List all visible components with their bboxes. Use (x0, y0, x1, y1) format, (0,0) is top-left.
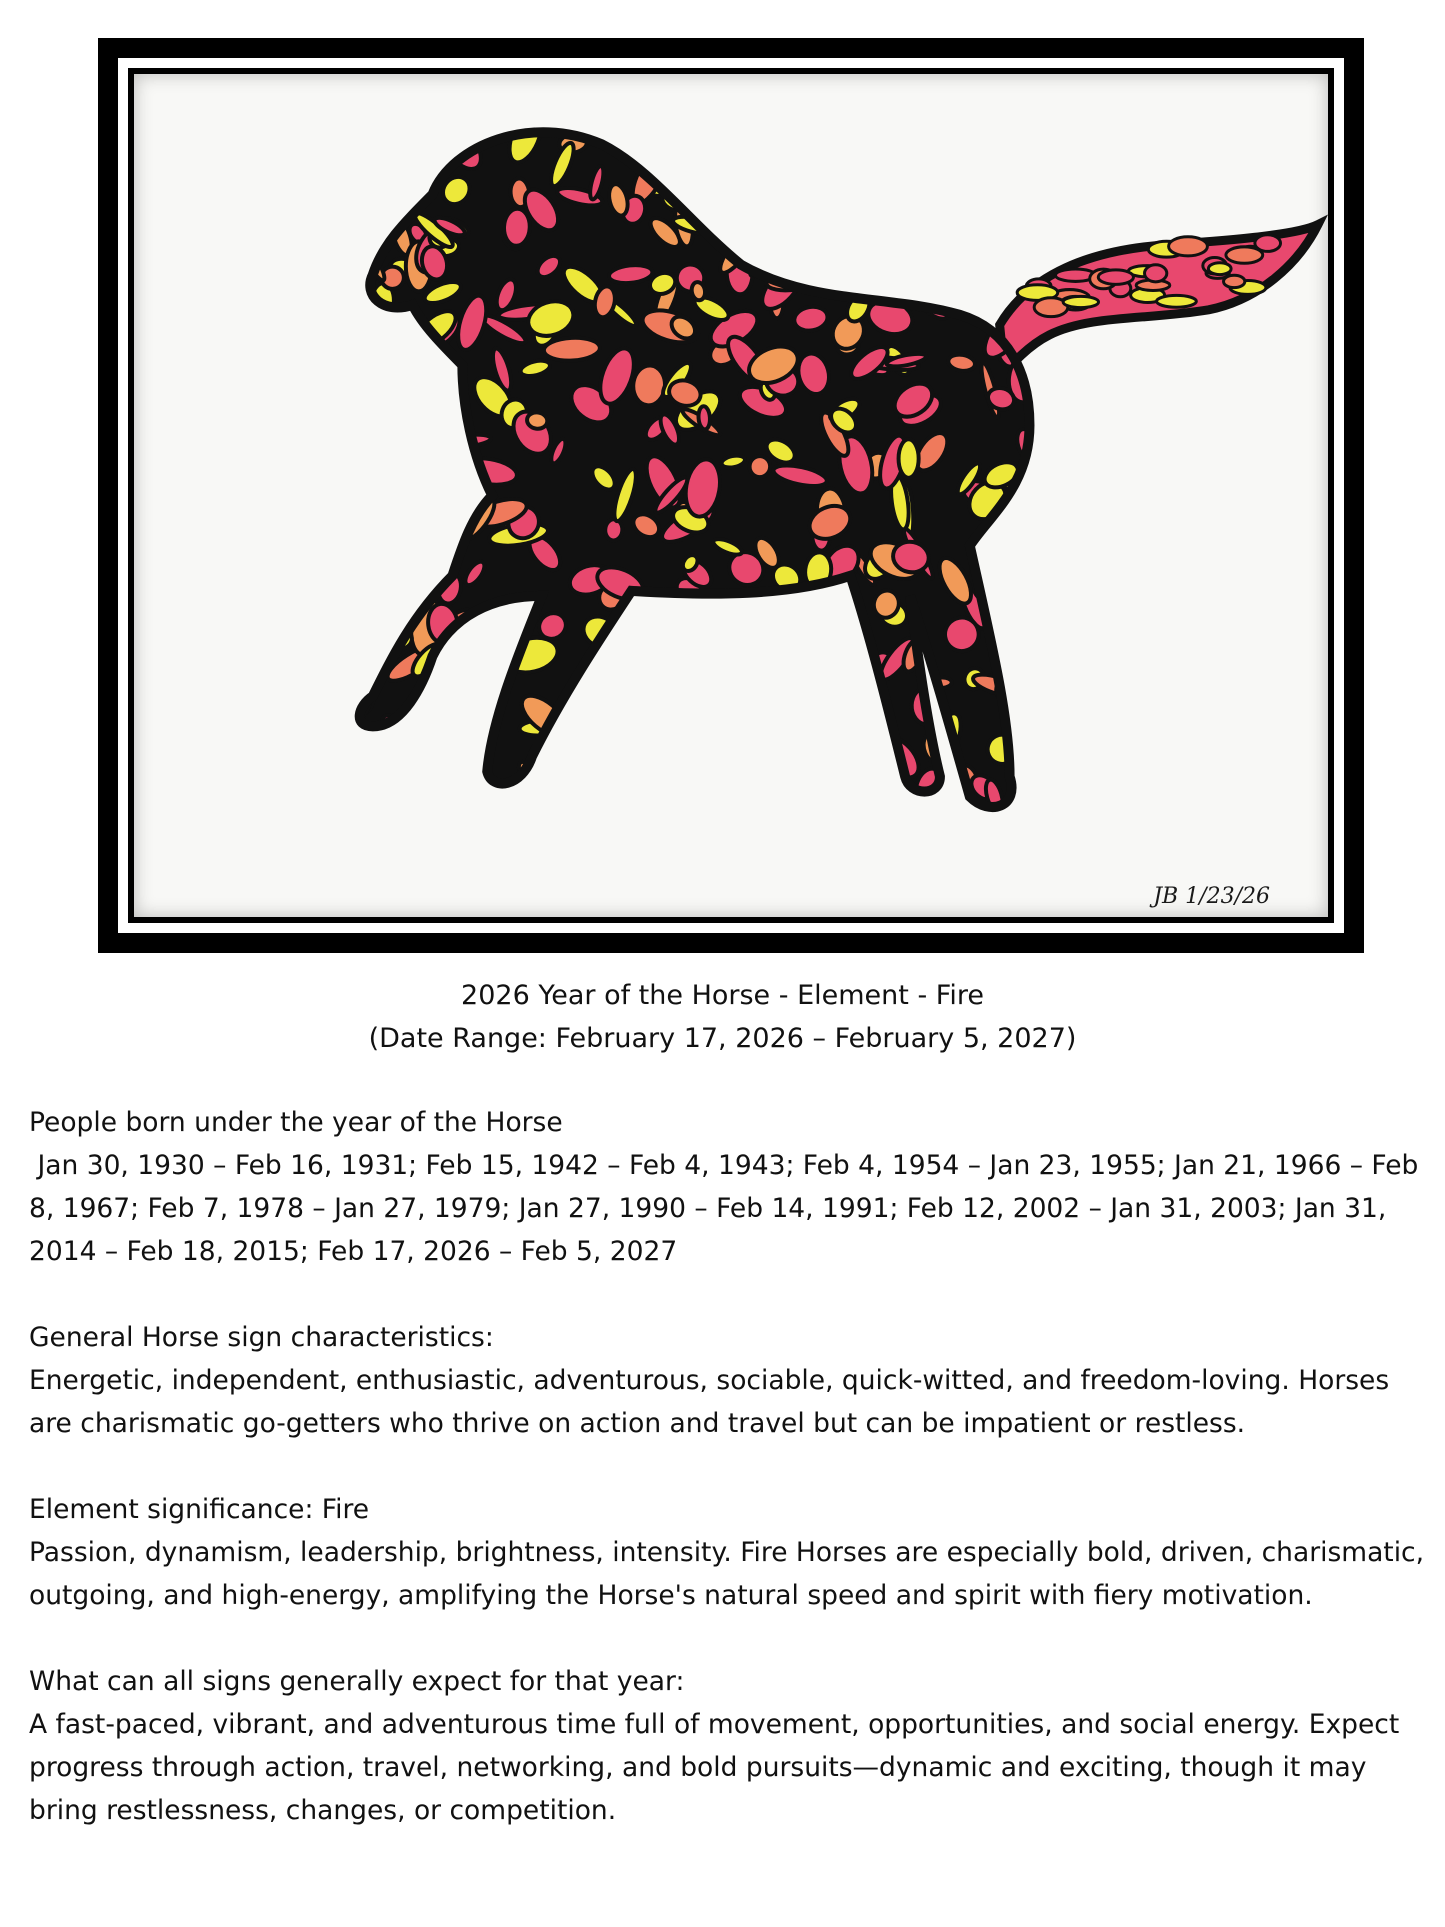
horse-pattern-blob (383, 190, 409, 209)
horse-pattern-blob (598, 760, 623, 787)
horse-pattern-blob (711, 195, 740, 219)
horse-pattern-blob (350, 532, 376, 559)
horse-pattern-blob (324, 781, 366, 822)
horse-pattern-blob (641, 761, 686, 774)
horse-pattern-blob (415, 421, 429, 440)
horse-pattern-blob (746, 698, 803, 732)
horse-pattern-blob (955, 188, 1006, 223)
horse-pattern-blob (400, 417, 414, 451)
horse-pattern-blob (693, 795, 728, 836)
horse-pattern-blob (361, 735, 416, 786)
horse-pattern-blob (690, 281, 706, 301)
horse-pattern-blob (578, 687, 618, 712)
horse-pattern-blob (811, 256, 843, 288)
horse-pattern-blob (820, 716, 863, 743)
horse-pattern-blob (1015, 114, 1048, 148)
horse-pattern-blob (632, 364, 667, 407)
horse-pattern-blob (453, 117, 482, 136)
horse-pattern-blob (320, 318, 366, 366)
horse-pattern-blob (418, 510, 464, 542)
horse-pattern-blob (745, 111, 777, 138)
horse-pattern-blob (431, 108, 464, 148)
frame-mat (118, 58, 1344, 933)
horse-pattern-blob (392, 518, 427, 547)
horse-pattern-blob (397, 117, 434, 154)
horse-pattern-blob (903, 233, 939, 262)
horse-pattern-blob (855, 124, 895, 160)
horse-pattern-blob (325, 358, 371, 389)
horse-pattern-blob (778, 768, 829, 810)
born-heading: People born under the year of the Horse (29, 1107, 563, 1138)
horse-pattern-blob (407, 735, 452, 783)
expect-section (29, 1660, 1429, 1832)
horse-pattern-blob (682, 594, 730, 644)
horse-pattern-blob (413, 402, 442, 462)
horse-pattern-blob (348, 426, 403, 462)
horse-pattern-blob (407, 103, 456, 161)
horse-pattern-blob (987, 110, 1021, 141)
element-heading: Element significance: Fire (29, 1494, 370, 1525)
characteristics-text: Energetic, independent, enthusiastic, adventurous, sociable, quick-witted, and freedom-loving. Horses are charismatic go-getters who thrive on action and travel but can be impatient or restless. (29, 1365, 1390, 1439)
horse-pattern-blob (333, 647, 377, 690)
caption-title: 2026 Year of the Horse - Element - Fire (461, 980, 984, 1011)
horse-pattern-blob (1007, 124, 1063, 167)
horse-pattern-blob (996, 222, 1039, 243)
horse-pattern-blob (690, 626, 738, 672)
horse-pattern-blob (394, 358, 417, 379)
horse-pattern-blob (375, 346, 415, 380)
horse-pattern-blob (451, 696, 496, 737)
horse-pattern-blob (807, 603, 828, 624)
horse-pattern-blob (345, 143, 404, 195)
horse-pattern-blob (328, 492, 369, 532)
horse-pattern-blob (395, 517, 454, 540)
horse-pattern-blob (657, 611, 692, 641)
element-text: Passion, dynamism, leadership, brightness, intensity. Fire Horses are especially bold, driven, charismatic, outgoing, and high-energy, amplifying the Horse's natural speed and spirit with fiery motivation. (29, 1537, 1425, 1611)
horse-pattern-blob (806, 748, 840, 787)
horse-pattern-blob (900, 147, 950, 167)
horse-pattern-blob (661, 115, 696, 146)
horse-pattern-blob (776, 175, 815, 198)
horse-pattern-blob (454, 752, 485, 810)
horse-pattern-blob (382, 763, 438, 817)
horse-pattern-blob (873, 235, 903, 296)
horse-pattern-blob (681, 773, 707, 801)
horse-pattern-blob (650, 711, 677, 737)
born-dates: Jan 30, 1930 – Feb 16, 1931; Feb 15, 1942 – Feb 4, 1943; Feb 4, 1954 – Jan 23, 1955; Jan 21, 1966 – Feb 8, 1967; Feb 7, 1978 – Jan 27, 1979; Jan 27, 1990 – Feb 14, 1991; Feb 12, 2002 – Jan 31, 2003; Jan 31, 2014 – Feb 18, 2015; Feb 17, 2026 – Feb 5, 2027 (29, 1150, 1427, 1267)
horse-pattern-blob (559, 740, 593, 770)
horse-pattern-blob (328, 625, 369, 670)
horse-pattern-blob (526, 411, 548, 430)
horse-pattern-blob (332, 443, 355, 480)
horse-pattern-blob (668, 655, 699, 695)
horse-pattern-blob (413, 367, 445, 422)
horse-pattern-blob (595, 673, 619, 697)
horse-pattern-blob (671, 147, 703, 174)
born-section (29, 1101, 1429, 1273)
horse-pattern-blob (398, 744, 440, 789)
horse-pattern-blob (1010, 236, 1033, 257)
horse-pattern-blob (426, 714, 464, 731)
horse-pattern-blob (798, 224, 830, 257)
horse-pattern-blob (453, 478, 473, 494)
horse-pattern-blob (569, 774, 600, 829)
horse-pattern-blob (376, 116, 425, 161)
horse-pattern-blob (688, 721, 713, 780)
horse-pattern-blob (366, 438, 398, 492)
horse-pattern-blob (1002, 625, 1060, 657)
horse-pattern-blob (784, 707, 822, 746)
horse-pattern-blob (413, 399, 463, 454)
horse-pattern-blob (895, 243, 929, 274)
horse-pattern-blob (336, 219, 377, 261)
horse-pattern-blob (378, 532, 442, 599)
horse-pattern-blob (818, 793, 858, 821)
horse-pattern-blob (441, 651, 482, 699)
horse-pattern-blob (432, 713, 467, 733)
horse-pattern-blob (953, 229, 997, 292)
horse-pattern-blob (356, 556, 381, 578)
horse-pattern-blob (364, 133, 404, 178)
horse-pattern-blob (429, 738, 463, 773)
horse-pattern-blob (810, 637, 846, 694)
horse-pattern-blob (770, 167, 785, 202)
horse-pattern-blob (1007, 550, 1052, 601)
horse-pattern-blob (674, 749, 706, 796)
expect-heading: What can all signs generally expect for that year: (29, 1666, 685, 1697)
horse-pattern-blob (618, 609, 648, 646)
horse-pattern-blob (337, 660, 365, 681)
horse-pattern-blob (334, 338, 385, 404)
horse-pattern-blob (382, 751, 415, 780)
horse-pattern-blob (883, 199, 918, 236)
horse-pattern-blob (375, 321, 404, 363)
horse-pattern-blob (405, 438, 442, 488)
horse-pattern-blob (337, 156, 374, 194)
horse-pattern-blob (411, 104, 461, 162)
horse-pattern-blob (769, 637, 791, 683)
horse-pattern-blob (850, 220, 873, 241)
tail-pattern-blob (1157, 295, 1197, 307)
horse-pattern-blob (332, 465, 362, 482)
horse-pattern-blob (333, 516, 363, 561)
horse-pattern-blob (917, 128, 952, 164)
horse-pattern-blob (994, 563, 1028, 604)
horse-pattern-blob (891, 198, 916, 232)
horse-pattern-blob (637, 710, 684, 746)
horse-pattern-blob (397, 354, 446, 375)
horse-pattern-blob (618, 789, 677, 812)
tail-pattern-blob (1169, 237, 1208, 256)
horse-pattern-blob (780, 653, 829, 692)
characteristics-heading: General Horse sign characteristics: (29, 1322, 494, 1353)
horse-pattern-blob (761, 143, 787, 168)
horse-pattern-blob (1011, 750, 1056, 794)
horse-pattern-blob (805, 595, 827, 653)
horse-pattern-blob (850, 744, 887, 785)
horse-pattern-blob (698, 406, 711, 430)
horse-pattern-blob (796, 192, 852, 242)
horse-icon (134, 74, 1328, 917)
horse-pattern-blob (729, 637, 779, 672)
horse-pattern-blob (659, 646, 694, 685)
frame-inner-border (128, 68, 1334, 923)
horse-pattern-blob (393, 453, 422, 481)
horse-pattern-blob (562, 713, 611, 754)
artist-signature: JB 1/23/26 (1153, 884, 1270, 909)
horse-pattern-blob (355, 355, 402, 404)
horse-pattern-blob (361, 469, 412, 524)
horse-pattern-blob (390, 149, 421, 202)
element-section (29, 1488, 1429, 1617)
horse-pattern-blob (782, 148, 836, 205)
horse-pattern-blob (402, 730, 451, 764)
horse-pattern-blob (879, 145, 925, 181)
article-body (29, 1101, 1429, 1875)
caption-date-range: (Date Range: February 17, 2026 – February 5, 2027) (368, 1023, 1077, 1054)
horse-pattern-blob (809, 112, 846, 165)
horse-pattern-blob (1008, 155, 1033, 209)
horse-pattern-blob (735, 734, 798, 790)
horse-pattern-blob (401, 709, 457, 743)
horse-pattern-blob (729, 131, 772, 167)
horse-pattern-blob (408, 337, 436, 365)
horse-pattern-blob (428, 444, 451, 475)
artwork-caption (0, 974, 1445, 1060)
horse-pattern-blob (793, 763, 823, 790)
characteristics-section (29, 1316, 1429, 1445)
horse-pattern-blob (839, 225, 883, 262)
expect-text: A fast-paced, vibrant, and adventurous time full of movement, opportunities, and social energy. Expect progress through action, travel, networking, and bold pursuits—dynamic and exciting, though it may bring restlessness, changes, or competition. (29, 1709, 1400, 1826)
horse-pattern-blob (576, 768, 610, 806)
horse-pattern-blob (650, 668, 701, 716)
horse-pattern-blob (876, 157, 897, 177)
horse-pattern-blob (737, 158, 768, 184)
horse-pattern-blob (801, 753, 827, 783)
horse-pattern-blob (655, 601, 700, 642)
horse-pattern-blob (342, 417, 381, 457)
horse-pattern-blob (957, 178, 983, 215)
horse-pattern-blob (442, 721, 482, 755)
horse-pattern-blob (863, 240, 904, 282)
horse-pattern-blob (681, 654, 733, 715)
horse-pattern-blob (1020, 590, 1043, 638)
horse-pattern-blob (727, 209, 767, 244)
horse-pattern-blob (645, 758, 696, 795)
horse-pattern-blob (1002, 176, 1033, 197)
tail-pattern-blob (1226, 247, 1263, 263)
horse-pattern-blob (840, 692, 863, 718)
horse-pattern-blob (749, 455, 771, 477)
artwork-canvas (134, 74, 1328, 917)
horse-pattern-blob (854, 162, 887, 179)
horse-pattern-blob (899, 439, 919, 478)
horse-pattern-blob (342, 584, 403, 611)
horse-pattern-blob (885, 237, 923, 286)
horse-pattern-blob (774, 181, 806, 215)
horse-pattern-blob (652, 766, 672, 821)
artwork-frame (98, 38, 1364, 953)
tail-pattern-blob (1098, 270, 1133, 284)
horse-pattern-blob (677, 794, 718, 835)
horse-pattern-blob (665, 708, 721, 735)
horse-pattern-blob (391, 731, 438, 793)
tail-pattern-blob (1145, 265, 1167, 282)
horse-pattern-blob (753, 725, 777, 754)
horse-pattern-blob (1001, 529, 1024, 562)
horse-pattern-blob (594, 714, 644, 744)
horse-pattern-blob (967, 138, 1010, 180)
horse-pattern-blob (390, 155, 444, 181)
tail-pattern-blob (1063, 296, 1098, 307)
horse-pattern-blob (784, 157, 817, 198)
horse-pattern-blob (340, 233, 371, 269)
horse-pattern-blob (388, 162, 413, 181)
horse-pattern-blob (729, 746, 751, 768)
horse-pattern-blob (386, 320, 424, 350)
horse-pattern-blob (347, 117, 391, 180)
tail-pattern-blob (1208, 263, 1231, 275)
horse-pattern-blob (689, 146, 719, 206)
horse-pattern-blob (344, 347, 368, 372)
horse-pattern-blob (776, 759, 806, 791)
horse-pattern-blob (856, 251, 888, 287)
horse-pattern-blob (604, 648, 644, 695)
